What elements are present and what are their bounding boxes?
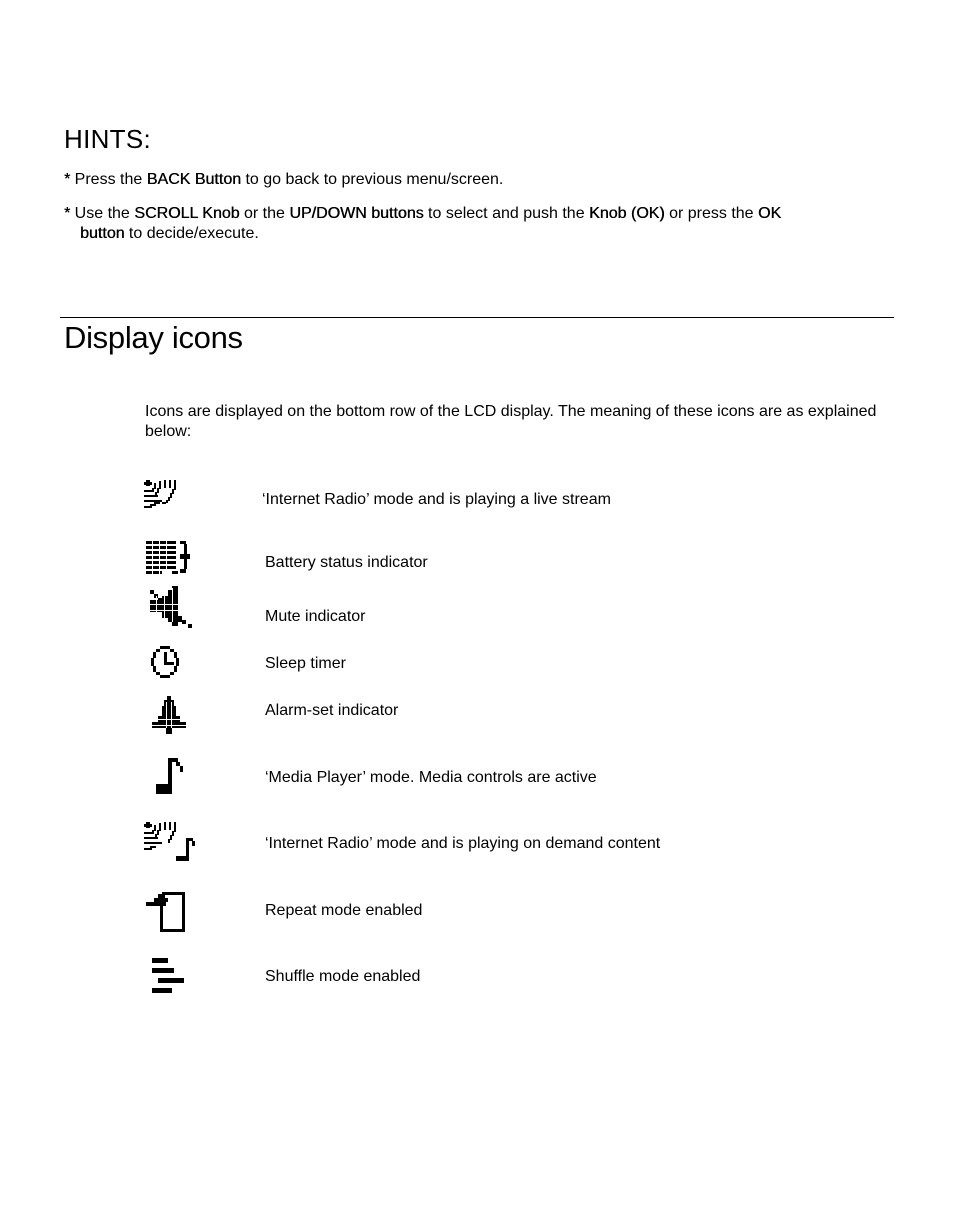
hint-text: or press the [664, 205, 759, 222]
battery-status-icon [142, 540, 202, 588]
hint-scroll-knob [64, 204, 894, 244]
hint-back-button [64, 170, 894, 190]
icon-description: ‘Internet Radio’ mode and is playing a live stream [262, 491, 611, 508]
sleep-timer-icon [142, 644, 202, 692]
hints-heading: HINTS: [64, 124, 152, 154]
section-heading: Display icons [64, 320, 243, 355]
hint-bullet: * [64, 171, 71, 188]
hint-text: to select and push the [423, 205, 590, 222]
hint-keyword: OK [758, 205, 782, 222]
hint-keyword: UP/DOWN buttons [289, 205, 424, 222]
hint-keyword: BACK Button [146, 171, 241, 188]
icon-description: ‘Media Player’ mode. Media controls are active [265, 769, 597, 786]
hint-keyword: Knob (OK) [589, 205, 665, 222]
icon-description: Mute indicator [265, 608, 366, 625]
music-note-icon [142, 752, 202, 800]
icon-description: ‘Internet Radio’ mode and is playing on demand content [265, 835, 661, 852]
icon-description: Repeat mode enabled [265, 902, 423, 919]
hint-text: or the [239, 205, 290, 222]
alarm-bell-icon [142, 692, 202, 740]
section-intro: Icons are displayed on the bottom row of the LCD display. The meaning of these icons are as explained below: [145, 403, 877, 440]
icon-description: Alarm-set indicator [265, 702, 399, 719]
hint-bullet: * [64, 205, 71, 222]
hint-text: Use the [70, 205, 135, 222]
shuffle-icon [142, 956, 202, 1004]
mute-icon [142, 586, 202, 634]
hint-keyword: SCROLL Knob [134, 205, 240, 222]
icon-description: Battery status indicator [265, 554, 428, 571]
icon-description: Sleep timer [265, 655, 346, 672]
section-divider [60, 317, 894, 318]
icon-description: Shuffle mode enabled [265, 968, 421, 985]
hint-keyword: button [80, 225, 125, 242]
hint-text: Press the [70, 171, 147, 188]
hint-text: to go back to previous menu/screen. [241, 171, 504, 188]
internet-radio-on-demand-icon [142, 820, 202, 868]
internet-radio-live-icon [142, 478, 202, 526]
hint-text: to decide/execute. [124, 225, 259, 242]
repeat-icon [142, 888, 202, 936]
